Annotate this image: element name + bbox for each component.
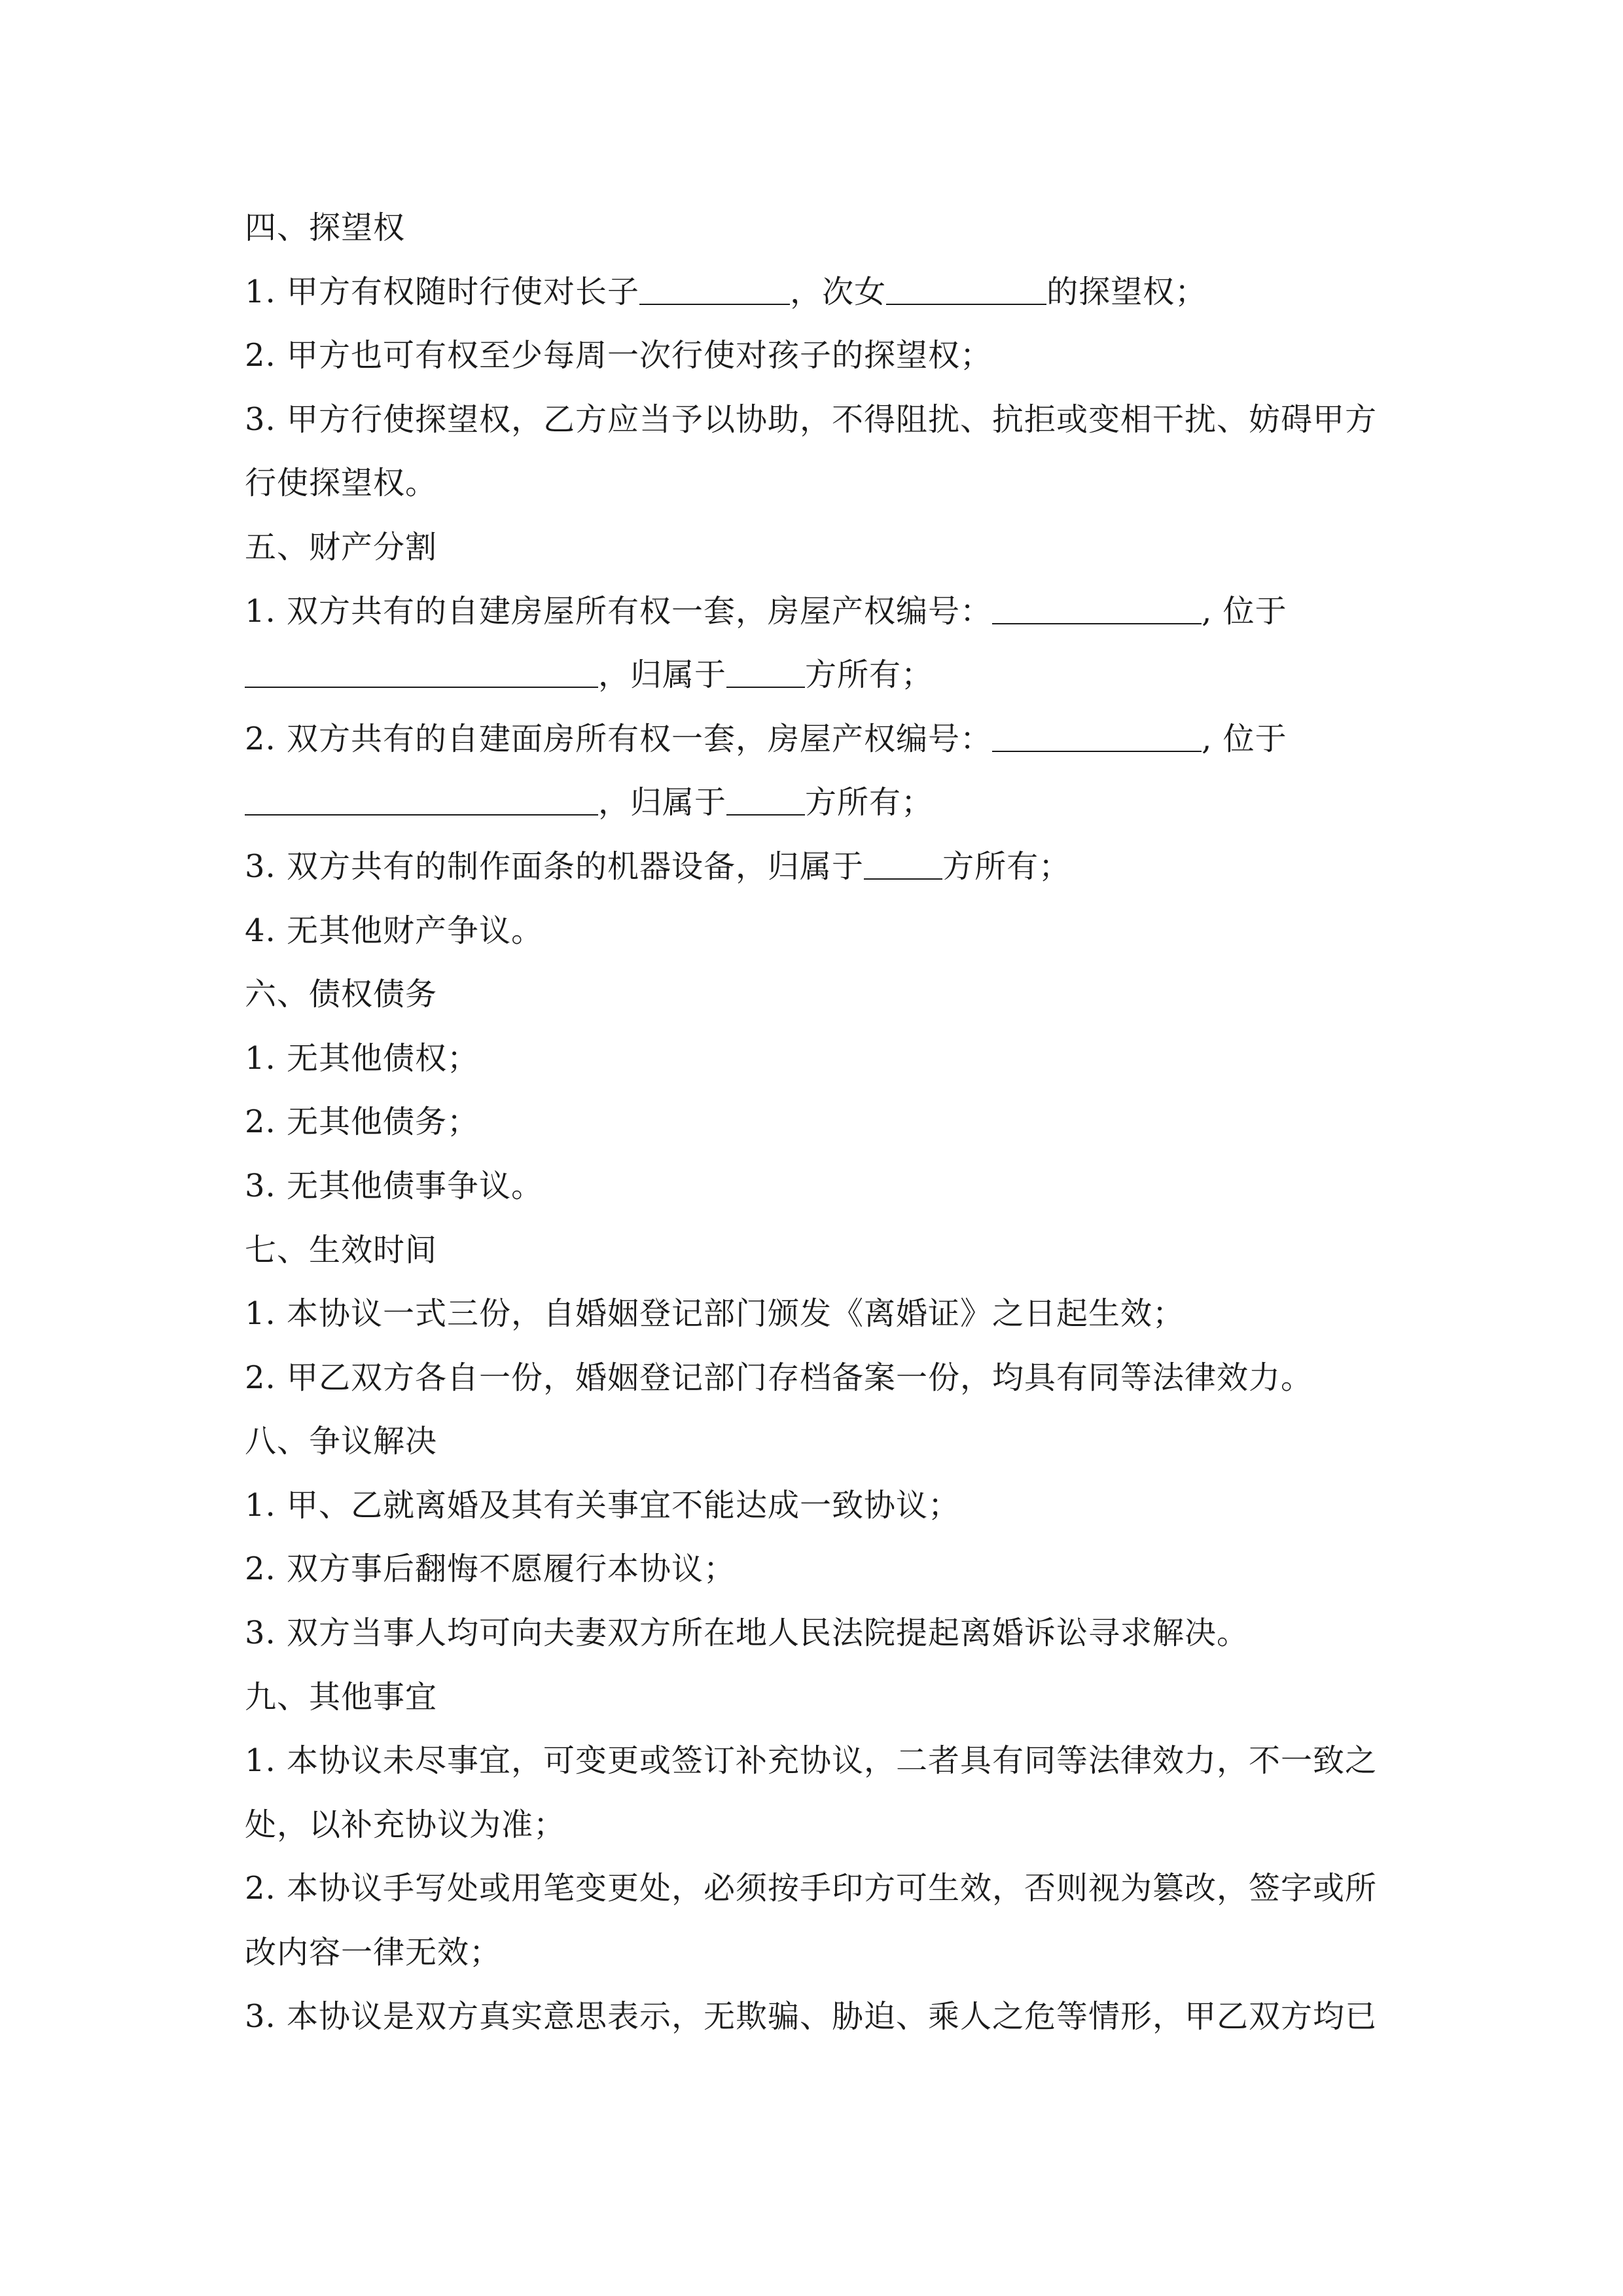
section-heading-effective-time — [245, 1219, 1377, 1283]
fill-in-blank[interactable] — [992, 750, 1202, 752]
text: 3. 双方共有的制作面条的机器设备，归属于 — [245, 848, 865, 885]
text: 六、债权债务 — [245, 976, 438, 1013]
text: 2. 甲乙双方各自一份，婚姻登记部门存档备案一份，均具有同等法律效力。 — [245, 1359, 1313, 1396]
fill-in-blank[interactable] — [245, 686, 598, 688]
paragraph-line — [245, 1282, 1377, 1346]
text: , 位于 — [1202, 720, 1287, 757]
paragraph-line — [245, 1729, 1377, 1793]
paragraph-line — [245, 324, 1377, 388]
fill-in-blank[interactable] — [726, 686, 805, 688]
text: 九、其他事宜 — [245, 1678, 438, 1715]
paragraph-line — [245, 1027, 1377, 1091]
paragraph-line — [245, 1537, 1377, 1602]
text: 3. 无其他债事争议。 — [245, 1167, 544, 1204]
text: 八、争议解决 — [245, 1423, 438, 1460]
paragraph-line — [245, 388, 1377, 452]
text: 1. 无其他债权； — [245, 1039, 480, 1077]
paragraph-line — [245, 899, 1377, 963]
paragraph-line — [245, 580, 1377, 644]
paragraph-line — [245, 835, 1377, 899]
text: 方所有； — [942, 848, 1071, 885]
paragraph-line — [245, 1857, 1377, 1921]
text: 1. 甲方有权随时行使对长子 — [245, 273, 640, 310]
paragraph-line — [245, 260, 1377, 325]
text: 3. 本协议是双方真实意思表示，无欺骗、胁迫、乘人之危等情形，甲乙双方均已 — [245, 1998, 1378, 2035]
text: 2. 甲方也可有权至少每周一次行使对孩子的探望权； — [245, 337, 993, 374]
text: 1. 双方共有的自建房屋所有权一套，房屋产权编号： — [245, 592, 993, 630]
text: 的探望权； — [1046, 273, 1207, 310]
text: 1. 甲、乙就离婚及其有关事宜不能达成一致协议； — [245, 1486, 961, 1524]
fill-in-blank[interactable] — [992, 622, 1202, 624]
paragraph-line — [245, 1985, 1377, 2049]
paragraph-line — [245, 1155, 1377, 1219]
text: 处，以补充协议为准； — [245, 1806, 566, 1843]
text: 四、探望权 — [245, 209, 406, 246]
section-heading-debts — [245, 963, 1377, 1027]
paragraph-line — [245, 452, 1377, 516]
text: 1. 本协议一式三份，自婚姻登记部门颁发《离婚证》之日起生效； — [245, 1295, 1185, 1333]
fill-in-blank[interactable] — [639, 303, 790, 305]
text: 3. 甲方行使探望权，乙方应当予以协助，不得阻扰、抗拒或变相干扰、妨碍甲方 — [245, 401, 1378, 438]
text: 2. 无其他债务； — [245, 1103, 480, 1141]
section-heading-other — [245, 1666, 1377, 1730]
paragraph-line — [245, 1793, 1377, 1857]
text: 七、生效时间 — [245, 1231, 438, 1268]
text: 2. 双方共有的自建面房所有权一套，房屋产权编号： — [245, 720, 993, 757]
fill-in-blank[interactable] — [726, 814, 805, 816]
paragraph-line — [245, 1921, 1377, 1985]
text: 行使探望权。 — [245, 465, 438, 502]
paragraph-line — [245, 1602, 1377, 1666]
text: 方所有； — [805, 656, 934, 694]
text: 3. 双方当事人均可向夫妻双方所在地人民法院提起离婚诉讼寻求解决。 — [245, 1615, 1249, 1652]
section-heading-property — [245, 516, 1377, 580]
text: 1. 本协议未尽事宜，可变更或签订补充协议，二者具有同等法律效力，不一致之 — [245, 1742, 1378, 1780]
paragraph-line — [245, 1474, 1377, 1538]
paragraph-line — [245, 1346, 1377, 1410]
text: 改内容一律无效； — [245, 1934, 502, 1971]
text: ，归属于 — [598, 784, 727, 821]
text: 方所有； — [805, 784, 934, 821]
text: 五、财产分割 — [245, 528, 438, 565]
paragraph-line — [245, 1090, 1377, 1155]
text: 2. 本协议手写处或用笔变更处，必须按手印方可生效，否则视为篡改，签字或所 — [245, 1870, 1378, 1907]
text: 4. 无其他财产争议。 — [245, 912, 544, 949]
text: 2. 双方事后翻悔不愿履行本协议； — [245, 1551, 736, 1588]
text: ，次女 — [790, 273, 887, 310]
text: ，归属于 — [598, 656, 727, 694]
section-heading-dispute — [245, 1410, 1377, 1474]
fill-in-blank[interactable] — [886, 303, 1046, 305]
paragraph-line — [245, 643, 1377, 708]
document-body — [245, 196, 1377, 2049]
fill-in-blank[interactable] — [245, 814, 598, 816]
text: , 位于 — [1202, 592, 1287, 630]
fill-in-blank[interactable] — [864, 878, 942, 880]
paragraph-line — [245, 708, 1377, 772]
section-heading-visitation — [245, 196, 1377, 260]
paragraph-line — [245, 771, 1377, 835]
